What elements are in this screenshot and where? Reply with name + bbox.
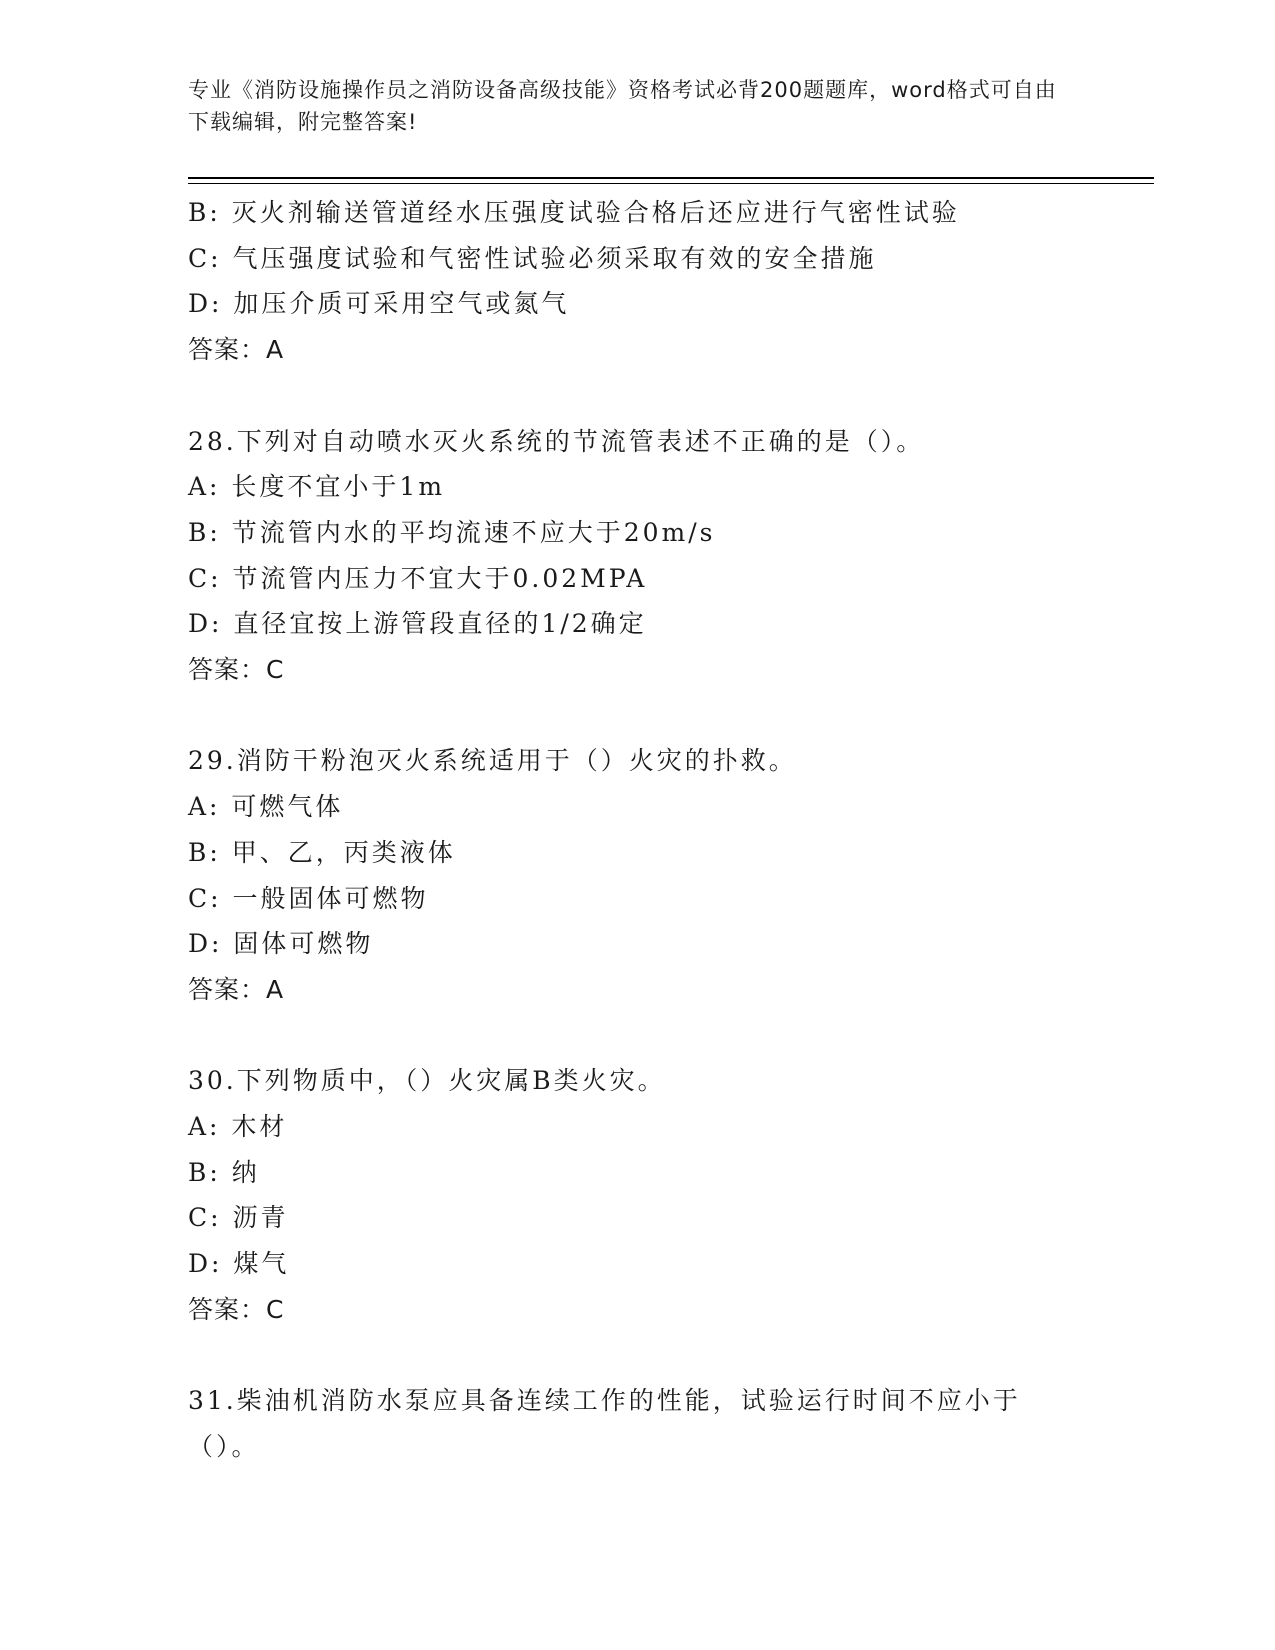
question-31	[188, 1378, 1088, 1469]
question-list	[188, 190, 1088, 1470]
option-a: A: 长度不宜小于1m	[188, 472, 446, 502]
option-a: A: 可燃气体	[188, 792, 344, 822]
option-b: B: 纳	[188, 1157, 260, 1187]
option-c: C: 气压强度试验和气密性试验必须采取有效的安全措施	[188, 243, 877, 273]
option-b: B: 灭火剂输送管道经水压强度试验合格后还应进行气密性试验	[188, 198, 960, 227]
question-27-tail	[188, 190, 1088, 373]
option-d: D: 煤气	[188, 1249, 290, 1279]
answer: 答案：C	[188, 1294, 285, 1324]
spacer	[188, 1333, 1088, 1379]
spacer	[188, 693, 1088, 739]
header-divider	[188, 177, 1154, 184]
option-d: D: 固体可燃物	[188, 929, 374, 959]
question-text: 28.下列对自动喷水灭火系统的节流管表述不正确的是（）。	[188, 426, 925, 456]
option-b: B: 节流管内水的平均流速不应大于20m/s	[188, 517, 716, 547]
question-30	[188, 1058, 1088, 1332]
question-29	[188, 738, 1088, 1012]
option-d: D: 加压介质可采用空气或氮气	[188, 289, 570, 319]
spacer	[188, 1013, 1088, 1059]
option-c: C: 沥青	[188, 1203, 289, 1233]
option-c: C: 一般固体可燃物	[188, 883, 429, 913]
question-28	[188, 419, 1088, 693]
answer: 答案：A	[188, 335, 285, 365]
option-d: D: 直径宜按上游管段直径的1/2确定	[188, 609, 647, 639]
answer: 答案：C	[188, 655, 285, 685]
spacer	[188, 373, 1088, 419]
question-text: 30.下列物质中，（）火灾属B类火灾。	[188, 1066, 666, 1096]
option-b: B: 甲、乙，丙类液体	[188, 837, 456, 867]
option-a: A: 木材	[188, 1112, 288, 1142]
question-text: 31.柴油机消防水泵应具备连续工作的性能，试验运行时间不应小于（）。	[188, 1386, 1021, 1461]
document-header: 专业《消防设施操作员之消防设备高级技能》资格考试必背200题题库，word格式可自由下载编辑，附完整答案!	[188, 78, 1057, 134]
answer: 答案：A	[188, 974, 285, 1004]
question-text: 29.消防干粉泡灭火系统适用于（）火灾的扑救。	[188, 746, 797, 776]
option-c: C: 节流管内压力不宜大于0.02MPA	[188, 563, 648, 593]
